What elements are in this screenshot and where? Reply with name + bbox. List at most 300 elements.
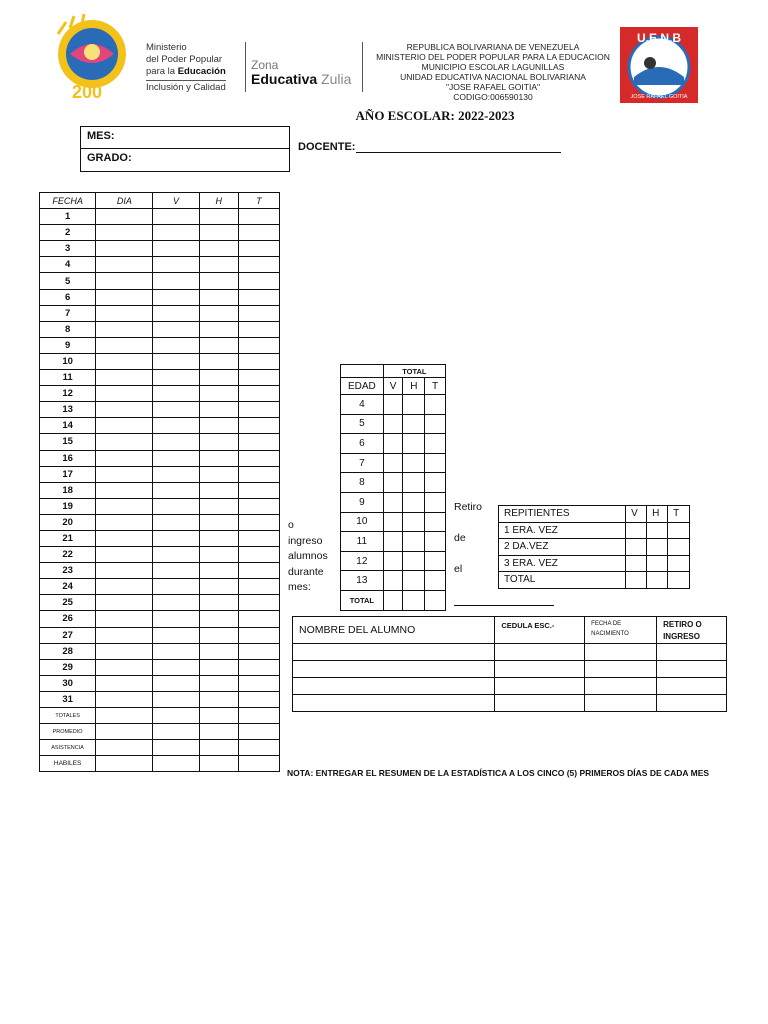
attendance-cell[interactable] — [199, 675, 238, 691]
attendance-cell[interactable] — [96, 563, 153, 579]
attendance-cell[interactable] — [238, 595, 279, 611]
age-cell[interactable] — [425, 453, 446, 473]
attendance-cell[interactable] — [238, 756, 279, 772]
age-cell[interactable] — [425, 551, 446, 571]
repitientes-cell[interactable] — [647, 572, 668, 589]
day-number: 8 — [40, 321, 96, 337]
attendance-cell[interactable] — [153, 386, 199, 402]
attendance-cell[interactable] — [153, 305, 199, 321]
attendance-cell[interactable] — [153, 579, 199, 595]
attendance-cell[interactable] — [238, 466, 279, 482]
age-cell[interactable] — [403, 551, 425, 571]
age-cell[interactable] — [425, 571, 446, 591]
attendance-cell[interactable] — [238, 289, 279, 305]
attendance-cell[interactable] — [96, 466, 153, 482]
attendance-cell[interactable] — [96, 740, 153, 756]
age-cell[interactable] — [403, 512, 425, 532]
age-cell[interactable] — [403, 532, 425, 552]
age-cell[interactable] — [425, 492, 446, 512]
footer-label: TOTALES — [40, 708, 96, 724]
attendance-cell[interactable] — [96, 643, 153, 659]
attendance-cell[interactable] — [153, 514, 199, 530]
attendance-cell[interactable] — [199, 530, 238, 546]
attendance-row — [40, 498, 280, 514]
attendance-cell[interactable] — [199, 434, 238, 450]
day-number: 1 — [40, 209, 96, 225]
attendance-row — [40, 643, 280, 659]
attendance-cell[interactable] — [153, 756, 199, 772]
attendance-cell[interactable] — [199, 740, 238, 756]
alumnos-cell[interactable] — [657, 644, 727, 661]
alumnos-cell[interactable] — [585, 644, 657, 661]
attendance-cell[interactable] — [238, 579, 279, 595]
attendance-cell[interactable] — [199, 386, 238, 402]
repitientes-cell[interactable] — [647, 539, 668, 556]
age-row — [341, 551, 446, 571]
repitientes-cell[interactable] — [668, 522, 690, 539]
school-logo-subtext: JOSE RAFAEL GOITIA — [630, 94, 688, 100]
age-cell[interactable] — [383, 532, 403, 552]
attendance-row — [40, 530, 280, 546]
attendance-cell[interactable] — [238, 643, 279, 659]
attendance-cell[interactable] — [238, 724, 279, 740]
alumnos-cell[interactable] — [293, 695, 495, 712]
attendance-cell[interactable] — [96, 402, 153, 418]
attendance-cell[interactable] — [238, 691, 279, 707]
age-value: 5 — [341, 414, 384, 434]
age-header-row — [341, 378, 446, 395]
ingreso-note-line: mes: — [288, 581, 311, 593]
attendance-cell[interactable] — [199, 498, 238, 514]
attendance-cell[interactable] — [238, 498, 279, 514]
attendance-cell[interactable] — [96, 209, 153, 225]
day-number: 12 — [40, 386, 96, 402]
attendance-cell[interactable] — [153, 273, 199, 289]
alumnos-cell[interactable] — [585, 695, 657, 712]
ministerio-text — [146, 42, 226, 94]
attendance-cell[interactable] — [153, 434, 199, 450]
age-cell[interactable] — [425, 395, 446, 415]
attendance-cell[interactable] — [199, 257, 238, 273]
attendance-cell[interactable] — [96, 659, 153, 675]
attendance-cell[interactable] — [238, 257, 279, 273]
repitientes-header-cell: H — [647, 506, 668, 523]
attendance-cell[interactable] — [96, 627, 153, 643]
attendance-cell[interactable] — [96, 434, 153, 450]
attendance-cell[interactable] — [153, 241, 199, 257]
attendance-cell[interactable] — [96, 691, 153, 707]
day-number: 4 — [40, 257, 96, 273]
ministerio-line: Ministerio — [146, 42, 187, 53]
attendance-cell[interactable] — [199, 756, 238, 772]
attendance-cell[interactable] — [238, 450, 279, 466]
ministerio-line: Inclusión y Calidad — [146, 82, 226, 93]
attendance-cell[interactable] — [199, 289, 238, 305]
age-cell[interactable] — [403, 453, 425, 473]
attendance-row — [40, 257, 280, 273]
attendance-cell[interactable] — [238, 675, 279, 691]
footer-label: PROMEDIO — [40, 724, 96, 740]
repitientes-label: 2 DA.VEZ — [499, 539, 626, 556]
age-cell[interactable] — [403, 414, 425, 434]
zona-educativa-word: Educativa — [251, 71, 318, 87]
attendance-cell[interactable] — [238, 353, 279, 369]
alumnos-cell[interactable] — [293, 661, 495, 678]
repitientes-header-cell: V — [626, 506, 647, 523]
attendance-cell[interactable] — [199, 611, 238, 627]
attendance-cell[interactable] — [96, 675, 153, 691]
age-cell[interactable] — [403, 590, 425, 610]
repitientes-row — [499, 572, 690, 589]
attendance-cell[interactable] — [238, 611, 279, 627]
day-number: 18 — [40, 482, 96, 498]
age-header-cell: T — [425, 378, 446, 395]
attendance-cell[interactable] — [238, 563, 279, 579]
day-number: 10 — [40, 353, 96, 369]
retiro-field[interactable] — [454, 605, 554, 606]
alumnos-cell[interactable] — [585, 678, 657, 695]
attendance-cell[interactable] — [153, 724, 199, 740]
attendance-cell[interactable] — [153, 595, 199, 611]
attendance-cell[interactable] — [96, 498, 153, 514]
alumnos-cell[interactable] — [585, 661, 657, 678]
attendance-cell[interactable] — [96, 273, 153, 289]
attendance-cell[interactable] — [153, 547, 199, 563]
attendance-cell[interactable] — [199, 273, 238, 289]
attendance-cell[interactable] — [199, 353, 238, 369]
age-row — [341, 453, 446, 473]
attendance-cell[interactable] — [238, 547, 279, 563]
attendance-row — [40, 482, 280, 498]
attendance-cell[interactable] — [96, 514, 153, 530]
attendance-cell[interactable] — [153, 627, 199, 643]
day-number: 28 — [40, 643, 96, 659]
age-row — [341, 532, 446, 552]
attendance-cell[interactable] — [238, 305, 279, 321]
age-row — [341, 414, 446, 434]
attendance-cell[interactable] — [199, 466, 238, 482]
alumnos-cell[interactable] — [495, 661, 585, 678]
attendance-cell[interactable] — [153, 740, 199, 756]
day-number: 7 — [40, 305, 96, 321]
day-number: 23 — [40, 563, 96, 579]
attendance-cell[interactable] — [199, 563, 238, 579]
attendance-row — [40, 563, 280, 579]
institution-line: REPUBLICA BOLIVARIANA DE VENEZUELA — [406, 42, 580, 52]
attendance-cell[interactable] — [199, 402, 238, 418]
attendance-cell[interactable] — [153, 530, 199, 546]
age-value: 12 — [341, 551, 384, 571]
alumnos-cell[interactable] — [293, 644, 495, 661]
repitientes-cell[interactable] — [647, 522, 668, 539]
alumnos-cell[interactable] — [657, 678, 727, 695]
age-cell[interactable] — [425, 590, 446, 610]
attendance-cell[interactable] — [238, 530, 279, 546]
attendance-row — [40, 466, 280, 482]
grado-field[interactable]: GRADO: — [87, 152, 132, 164]
attendance-cell[interactable] — [96, 724, 153, 740]
attendance-cell[interactable] — [96, 418, 153, 434]
attendance-cell[interactable] — [153, 370, 199, 386]
age-cell[interactable] — [383, 551, 403, 571]
attendance-row — [40, 547, 280, 563]
age-cell[interactable] — [383, 590, 403, 610]
attendance-row — [40, 659, 280, 675]
age-cell[interactable] — [403, 395, 425, 415]
repitientes-header-cell: REPITIENTES — [499, 506, 626, 523]
alumnos-table — [292, 616, 727, 712]
attendance-cell[interactable] — [153, 563, 199, 579]
attendance-cell[interactable] — [96, 225, 153, 241]
repitientes-cell[interactable] — [626, 555, 647, 572]
retiro-note — [454, 500, 482, 578]
ministerio-line: para la — [146, 66, 176, 77]
repitientes-cell[interactable] — [668, 572, 690, 589]
age-cell[interactable] — [403, 571, 425, 591]
attendance-cell[interactable] — [153, 289, 199, 305]
alumnos-cell[interactable] — [657, 661, 727, 678]
header-divider — [362, 42, 363, 92]
attendance-cell[interactable] — [96, 386, 153, 402]
docente-field[interactable] — [356, 152, 561, 153]
age-row — [341, 571, 446, 591]
attendance-cell[interactable] — [153, 643, 199, 659]
institution-line: MINISTERIO DEL PODER POPULAR PARA LA EDUCACION — [376, 52, 610, 62]
day-number: 11 — [40, 370, 96, 386]
age-row — [341, 395, 446, 415]
attendance-cell[interactable] — [238, 659, 279, 675]
attendance-cell[interactable] — [199, 241, 238, 257]
age-cell[interactable] — [383, 571, 403, 591]
age-cell[interactable] — [383, 473, 403, 493]
institution-text — [372, 42, 614, 102]
attendance-cell[interactable] — [238, 482, 279, 498]
age-cell[interactable] — [383, 453, 403, 473]
alumnos-cell[interactable] — [657, 695, 727, 712]
attendance-cell[interactable] — [153, 691, 199, 707]
age-cell[interactable] — [383, 492, 403, 512]
attendance-cell[interactable] — [96, 450, 153, 466]
attendance-cell[interactable] — [238, 321, 279, 337]
age-cell[interactable] — [425, 473, 446, 493]
attendance-row — [40, 321, 280, 337]
day-number: 26 — [40, 611, 96, 627]
institution-line: UNIDAD EDUCATIVA NACIONAL BOLIVARIANA — [400, 72, 586, 82]
repitientes-row — [499, 539, 690, 556]
attendance-cell[interactable] — [238, 225, 279, 241]
attendance-row — [40, 353, 280, 369]
alumnos-cell[interactable] — [293, 678, 495, 695]
attendance-cell[interactable] — [96, 305, 153, 321]
attendance-row — [40, 675, 280, 691]
attendance-cell[interactable] — [96, 579, 153, 595]
attendance-cell[interactable] — [199, 337, 238, 353]
attendance-cell[interactable] — [199, 595, 238, 611]
attendance-cell[interactable] — [238, 627, 279, 643]
age-total-label: TOTAL — [383, 365, 445, 378]
repitientes-cell[interactable] — [626, 572, 647, 589]
attendance-cell[interactable] — [238, 386, 279, 402]
mes-grado-box — [80, 126, 290, 172]
age-value: 11 — [341, 532, 384, 552]
attendance-row — [40, 209, 280, 225]
age-header-cell: EDAD — [341, 378, 384, 395]
attendance-cell[interactable] — [199, 370, 238, 386]
attendance-cell[interactable] — [153, 225, 199, 241]
day-number: 27 — [40, 627, 96, 643]
attendance-cell[interactable] — [96, 353, 153, 369]
attendance-cell[interactable] — [153, 209, 199, 225]
attendance-cell[interactable] — [96, 241, 153, 257]
age-cell[interactable] — [383, 414, 403, 434]
zona-zulia-word: Zulia — [321, 71, 352, 87]
attendance-cell[interactable] — [96, 337, 153, 353]
attendance-row — [40, 418, 280, 434]
attendance-header-cell: T — [238, 193, 279, 209]
zona-educativa-text — [251, 58, 351, 86]
repitientes-cell[interactable] — [668, 539, 690, 556]
attendance-cell[interactable] — [96, 595, 153, 611]
footer-label: HABILES — [40, 756, 96, 772]
attendance-cell[interactable] — [153, 708, 199, 724]
attendance-cell[interactable] — [199, 209, 238, 225]
attendance-cell[interactable] — [199, 579, 238, 595]
attendance-cell[interactable] — [96, 482, 153, 498]
school-logo — [620, 27, 698, 103]
alumnos-row — [293, 661, 727, 678]
attendance-cell[interactable] — [199, 547, 238, 563]
attendance-cell[interactable] — [238, 708, 279, 724]
day-number: 16 — [40, 450, 96, 466]
attendance-cell[interactable] — [199, 691, 238, 707]
attendance-cell[interactable] — [153, 257, 199, 273]
age-value: 13 — [341, 571, 384, 591]
attendance-cell[interactable] — [153, 337, 199, 353]
age-value: 9 — [341, 492, 384, 512]
age-value: 4 — [341, 395, 384, 415]
attendance-cell[interactable] — [238, 402, 279, 418]
attendance-row — [40, 595, 280, 611]
repitientes-cell[interactable] — [626, 522, 647, 539]
age-total-row — [341, 590, 446, 610]
attendance-cell[interactable] — [96, 708, 153, 724]
age-cell[interactable] — [425, 434, 446, 454]
attendance-cell[interactable] — [153, 321, 199, 337]
attendance-footer-row — [40, 708, 280, 724]
attendance-cell[interactable] — [199, 659, 238, 675]
attendance-row — [40, 402, 280, 418]
attendance-table — [39, 192, 280, 772]
attendance-cell[interactable] — [199, 305, 238, 321]
day-number: 14 — [40, 418, 96, 434]
attendance-cell[interactable] — [238, 740, 279, 756]
age-cell[interactable] — [403, 473, 425, 493]
attendance-cell[interactable] — [153, 498, 199, 514]
attendance-cell[interactable] — [153, 675, 199, 691]
attendance-cell[interactable] — [199, 450, 238, 466]
age-cell[interactable] — [383, 512, 403, 532]
alumnos-row — [293, 644, 727, 661]
repitientes-cell[interactable] — [647, 555, 668, 572]
age-row — [341, 512, 446, 532]
alumnos-cell[interactable] — [495, 695, 585, 712]
attendance-cell[interactable] — [238, 370, 279, 386]
attendance-cell[interactable] — [199, 643, 238, 659]
attendance-cell[interactable] — [96, 756, 153, 772]
attendance-cell[interactable] — [238, 209, 279, 225]
alumnos-cell[interactable] — [495, 678, 585, 695]
attendance-cell[interactable] — [153, 353, 199, 369]
attendance-cell[interactable] — [238, 418, 279, 434]
alumnos-header-cell: CEDULA ESC.- — [495, 617, 585, 644]
attendance-cell[interactable] — [153, 450, 199, 466]
age-cell[interactable] — [425, 414, 446, 434]
attendance-cell[interactable] — [199, 708, 238, 724]
mes-field[interactable]: MES: — [81, 127, 289, 149]
ministerio-line-bold: Educación — [177, 66, 226, 77]
attendance-cell[interactable] — [153, 466, 199, 482]
attendance-header-cell: V — [153, 193, 199, 209]
alumnos-cell[interactable] — [495, 644, 585, 661]
day-number: 21 — [40, 530, 96, 546]
attendance-cell[interactable] — [199, 482, 238, 498]
attendance-cell[interactable] — [96, 370, 153, 386]
attendance-cell[interactable] — [96, 289, 153, 305]
attendance-cell[interactable] — [96, 530, 153, 546]
attendance-cell[interactable] — [199, 418, 238, 434]
attendance-row — [40, 289, 280, 305]
attendance-cell[interactable] — [238, 514, 279, 530]
alumnos-header-cell: FECHA DE NACIMIENTO — [585, 617, 657, 644]
attendance-cell[interactable] — [96, 611, 153, 627]
attendance-cell[interactable] — [153, 482, 199, 498]
age-cell[interactable] — [425, 512, 446, 532]
age-table — [340, 364, 446, 611]
attendance-cell[interactable] — [238, 273, 279, 289]
repitientes-cell[interactable] — [668, 555, 690, 572]
attendance-cell[interactable] — [238, 434, 279, 450]
age-cell[interactable] — [383, 434, 403, 454]
age-cell[interactable] — [383, 395, 403, 415]
attendance-cell[interactable] — [238, 241, 279, 257]
attendance-row — [40, 611, 280, 627]
attendance-cell[interactable] — [199, 514, 238, 530]
attendance-cell[interactable] — [153, 418, 199, 434]
attendance-cell[interactable] — [238, 337, 279, 353]
attendance-cell[interactable] — [153, 402, 199, 418]
day-number: 22 — [40, 547, 96, 563]
age-cell[interactable] — [425, 532, 446, 552]
attendance-cell[interactable] — [199, 321, 238, 337]
attendance-cell[interactable] — [199, 627, 238, 643]
ministerio-line: del Poder Popular — [146, 54, 223, 65]
retiro-note-line: de — [454, 532, 466, 544]
attendance-cell[interactable] — [199, 724, 238, 740]
attendance-row — [40, 305, 280, 321]
school-logo-text: U.E.N.B — [636, 31, 682, 45]
attendance-cell[interactable] — [96, 257, 153, 273]
attendance-cell[interactable] — [199, 225, 238, 241]
age-cell[interactable] — [403, 492, 425, 512]
repitientes-cell[interactable] — [626, 539, 647, 556]
age-cell[interactable] — [403, 434, 425, 454]
attendance-cell[interactable] — [96, 547, 153, 563]
attendance-cell[interactable] — [153, 611, 199, 627]
attendance-row — [40, 337, 280, 353]
attendance-footer-row — [40, 724, 280, 740]
attendance-cell[interactable] — [96, 321, 153, 337]
attendance-cell[interactable] — [153, 659, 199, 675]
